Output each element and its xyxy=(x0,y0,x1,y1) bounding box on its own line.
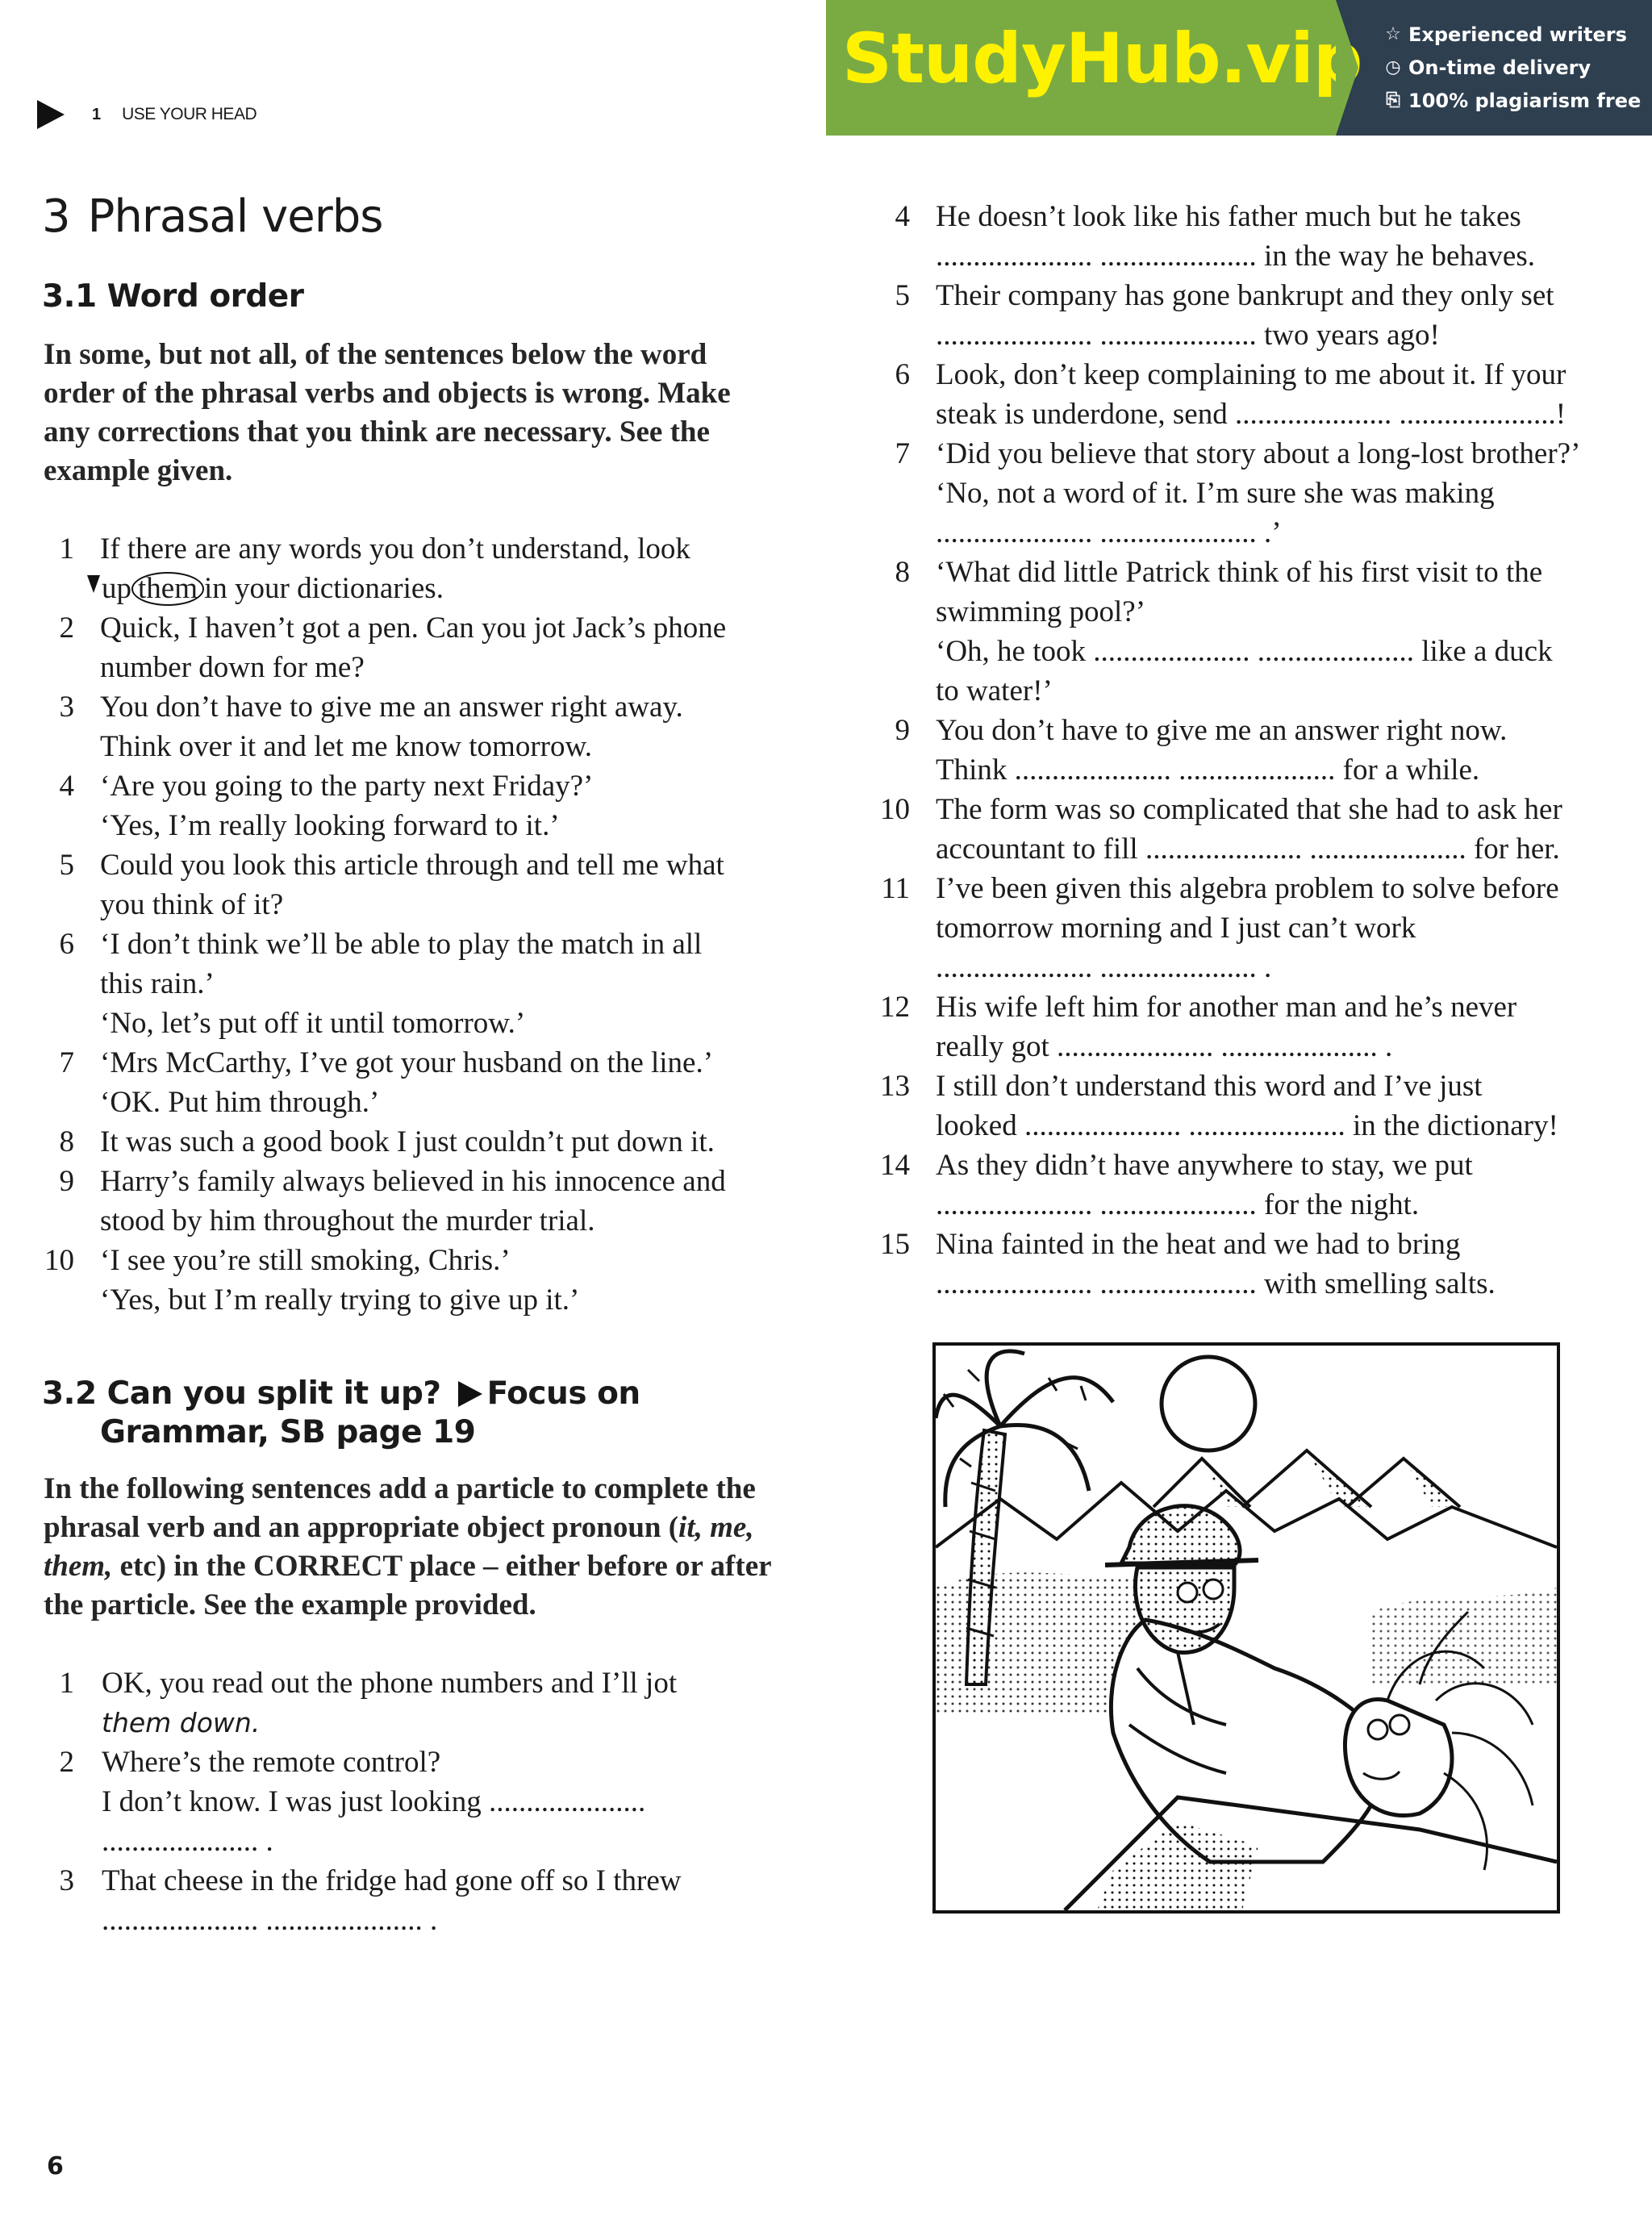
item-number: 9 xyxy=(895,714,910,747)
feature-label: On-time delivery xyxy=(1408,56,1592,79)
instruction-line: order of the phrasal verbs and objects is wrong. Make xyxy=(44,377,731,410)
feature-experienced-writers xyxy=(1383,18,1652,51)
list-item xyxy=(876,276,1626,355)
item-line: stood by him throughout the murder trial. xyxy=(100,1204,595,1237)
item-line: ‘Yes, I’m really looking forward to it.’ xyxy=(100,809,560,842)
item-text xyxy=(74,608,800,687)
item-number: 11 xyxy=(881,872,910,905)
item-line: I’ve been given this algebra problem to solve before xyxy=(936,872,1559,905)
explorer-carrying-fainted-woman-illustration xyxy=(936,1346,1557,1910)
instruction-line: example given. xyxy=(44,454,233,487)
banner-arrow xyxy=(1336,0,1358,136)
item-text xyxy=(74,1663,800,1742)
item-line: accountant to fill ..................... ..................... for her. xyxy=(936,833,1560,866)
item-number: 15 xyxy=(880,1228,910,1261)
list-item xyxy=(42,1122,800,1162)
item-text xyxy=(74,845,800,924)
item-text xyxy=(910,1066,1626,1146)
item-text xyxy=(74,766,800,845)
item-number: 12 xyxy=(880,991,910,1024)
heading-number: 3.2 xyxy=(42,1375,97,1412)
item-line: ‘Did you believe that story about a long-lost brother?’ xyxy=(936,437,1581,470)
item-line: It was such a good book I just couldn’t put down it. xyxy=(100,1125,715,1158)
list-item xyxy=(876,790,1626,869)
heading-title: Can you split it up? xyxy=(106,1375,441,1412)
item-text xyxy=(74,1241,800,1320)
item-number: 3 xyxy=(59,691,74,724)
item-text xyxy=(910,434,1626,553)
item-line: this rain.’ xyxy=(100,967,215,1000)
item-number: 10 xyxy=(880,793,910,826)
item-line: ‘No, not a word of it. I’m sure she was making xyxy=(936,477,1495,510)
exercise-3-1-instructions xyxy=(44,336,786,490)
instruction-line: the particle. See the example provided. xyxy=(44,1588,536,1621)
exercise-3-2-list-right xyxy=(876,197,1626,1304)
item-text xyxy=(74,1162,800,1241)
list-item xyxy=(42,924,800,1043)
list-item xyxy=(42,845,800,924)
item-line: ..................... ..................... for the night. xyxy=(936,1188,1420,1221)
feature-plagiarism-free xyxy=(1383,84,1652,117)
item-number: 9 xyxy=(59,1165,74,1198)
item-line: tomorrow morning and I just can’t work xyxy=(936,912,1416,945)
item-line: ..................... ..................... in the way he behaves. xyxy=(936,240,1535,273)
item-number: 13 xyxy=(880,1070,910,1103)
list-item xyxy=(876,553,1626,711)
item-text xyxy=(910,1225,1626,1304)
item-line: ‘I see you’re still smoking, Chris.’ xyxy=(100,1244,511,1277)
list-item xyxy=(42,687,800,766)
item-text xyxy=(74,1742,800,1861)
studyhub-logo: StudyHub.vip xyxy=(842,19,1362,99)
item-line: That cheese in the fridge had gone off so I threw xyxy=(102,1864,682,1897)
list-item xyxy=(876,711,1626,790)
list-item xyxy=(876,197,1626,276)
list-item xyxy=(876,869,1626,987)
item-text xyxy=(910,197,1626,276)
instruction-line: any corrections that you think are necessary. See the xyxy=(44,415,710,449)
chapter-number: 1 xyxy=(92,105,102,123)
item-line: swimming pool?’ xyxy=(936,595,1146,628)
item-text xyxy=(74,529,800,608)
instruction-line xyxy=(44,1509,802,1547)
list-item xyxy=(42,1162,800,1241)
item-text xyxy=(910,790,1626,869)
banner-features xyxy=(1336,0,1652,136)
star-icon: ☆ xyxy=(1385,24,1401,44)
item-number: 2 xyxy=(59,611,74,645)
feature-on-time-delivery xyxy=(1383,51,1652,84)
item-line: His wife left him for another man and he’s never xyxy=(936,991,1517,1024)
item-line: He doesn’t look like his father much but he takes xyxy=(936,200,1521,233)
item-text xyxy=(910,987,1626,1066)
item-line: ‘Are you going to the party next Friday?’ xyxy=(100,770,594,803)
example-answer: them down. xyxy=(102,1707,261,1738)
section-title xyxy=(42,190,382,243)
item-line: Think ..................... ..................... for a while. xyxy=(936,753,1480,787)
item-line: Nina fainted in the heat and we had to bring xyxy=(936,1228,1461,1261)
item-text xyxy=(910,553,1626,711)
item-text xyxy=(910,1146,1626,1225)
item-text xyxy=(910,869,1626,987)
item-number: 5 xyxy=(895,279,910,312)
item-line: ..................... ..................... two years ago! xyxy=(936,319,1440,352)
list-item xyxy=(876,1225,1626,1304)
item-line: OK, you read out the phone numbers and I’ll jot xyxy=(102,1667,678,1700)
item-line: steak is underdone, send ..................... .....................! xyxy=(936,398,1566,431)
exercise-3-2-instructions xyxy=(44,1470,802,1625)
item-text xyxy=(74,1861,800,1940)
instruction-line: In some, but not all, of the sentences below the word xyxy=(44,338,707,371)
item-line: Look, don’t keep complaining to me about it. If your xyxy=(936,358,1566,391)
focus-label: Focus on xyxy=(486,1375,640,1412)
clock-icon: ◷ xyxy=(1385,57,1401,77)
item-line: ‘OK. Put him through.’ xyxy=(100,1086,380,1119)
item-line: ‘Oh, he took ..................... ..................... like a duck xyxy=(936,635,1553,668)
item-number: 4 xyxy=(895,200,910,233)
item-line: ‘No, let’s put off it until tomorrow.’ xyxy=(100,1007,526,1040)
item-line: As they didn’t have anywhere to stay, we put xyxy=(936,1149,1473,1182)
item-line: I still don’t understand this word and I’ve just xyxy=(936,1070,1483,1103)
exercise-3-2-list-left xyxy=(42,1663,800,1940)
item-number: 6 xyxy=(895,358,910,391)
instruction-italic: them, xyxy=(44,1550,113,1583)
play-triangle-icon xyxy=(458,1381,482,1407)
item-number: 10 xyxy=(44,1244,74,1277)
sun-shape xyxy=(1162,1357,1255,1450)
item-number: 1 xyxy=(59,1667,74,1700)
instruction-italic: it, me, xyxy=(678,1511,754,1544)
running-head xyxy=(37,100,257,129)
item-line: Harry’s family always believed in his innocence and xyxy=(100,1165,726,1198)
item-number: 5 xyxy=(59,849,74,882)
list-item xyxy=(42,1043,800,1122)
instruction-line: In the following sentences add a particle to complete the xyxy=(44,1472,756,1505)
list-item xyxy=(42,529,800,608)
instruction-line xyxy=(44,1547,802,1586)
banner-logo-panel xyxy=(826,0,1362,136)
item-line: Could you look this article through and tell me what xyxy=(100,849,724,882)
item-line: really got ..................... ..................... . xyxy=(936,1030,1393,1063)
instruction-text: etc) in the CORRECT place – either before or after xyxy=(112,1550,772,1583)
item-line: Where’s the remote control? xyxy=(102,1746,441,1779)
circled-word-them: them xyxy=(131,572,204,606)
exercise-3-2-heading xyxy=(42,1375,640,1452)
item-line: If there are any words you don’t understand, look xyxy=(100,532,690,566)
document-check-icon: ⎘ xyxy=(1386,90,1400,111)
item-number: 8 xyxy=(895,556,910,589)
item-line: ..................... ..................... . xyxy=(936,951,1272,984)
item-line-corrected xyxy=(87,569,800,608)
word-up: up xyxy=(102,572,131,605)
item-line: to water!’ xyxy=(936,674,1053,707)
item-line: ‘What did little Patrick think of his first visit to the xyxy=(936,556,1543,589)
item-line: you think of it? xyxy=(100,888,284,921)
studyhub-banner[interactable] xyxy=(826,0,1652,136)
item-number: 7 xyxy=(895,437,910,470)
item-line: ‘Mrs McCarthy, I’ve got your husband on the line.’ xyxy=(100,1046,714,1079)
item-line: Quick, I haven’t got a pen. Can you jot Jack’s phone xyxy=(100,611,727,645)
section-label: USE YOUR HEAD xyxy=(122,105,257,123)
item-number: 2 xyxy=(59,1746,74,1779)
item-text xyxy=(74,924,800,1043)
item-text xyxy=(74,687,800,766)
heading-number: 3.1 xyxy=(42,278,97,315)
list-item xyxy=(876,987,1626,1066)
item-line: ..................... . xyxy=(102,1825,273,1858)
list-item xyxy=(42,1742,800,1861)
list-item xyxy=(876,355,1626,434)
item-line: ..................... ..................... with smelling salts. xyxy=(936,1267,1496,1300)
item-line: You don’t have to give me an answer right away. xyxy=(100,691,683,724)
play-triangle-icon xyxy=(37,100,65,129)
item-text xyxy=(74,1043,800,1122)
list-item xyxy=(876,1146,1626,1225)
item-line: Think over it and let me know tomorrow. xyxy=(100,730,593,763)
item-line: ..................... ..................... . xyxy=(102,1904,438,1937)
list-item xyxy=(42,608,800,687)
item-line: You don’t have to give me an answer right now. xyxy=(936,714,1508,747)
item-line: ‘Yes, but I’m really trying to give up it.’ xyxy=(100,1283,580,1317)
heading-reference: Grammar, SB page 19 xyxy=(100,1414,476,1450)
item-line: ..................... ..................... .’ xyxy=(936,516,1282,549)
insertion-caret-mark xyxy=(87,575,100,593)
section-number: 3 xyxy=(42,190,70,243)
item-number: 8 xyxy=(59,1125,74,1158)
item-number: 7 xyxy=(59,1046,74,1079)
feature-label: 100% plagiarism free xyxy=(1408,89,1642,112)
item-line: Their company has gone bankrupt and they only set xyxy=(936,279,1554,312)
item-line: The form was so complicated that she had to ask her xyxy=(936,793,1562,826)
item-number: 3 xyxy=(59,1864,74,1897)
item-number: 4 xyxy=(59,770,74,803)
item-number: 1 xyxy=(59,532,74,566)
item-text xyxy=(74,1122,800,1162)
page-number: 6 xyxy=(47,2152,64,2181)
feature-label: Experienced writers xyxy=(1408,23,1627,46)
item-text xyxy=(910,355,1626,434)
exercise-3-1-heading xyxy=(42,278,303,316)
section-title-text: Phrasal verbs xyxy=(87,190,383,243)
item-line: number down for me? xyxy=(100,651,365,684)
heading-title: Word order xyxy=(106,278,304,315)
item-line: I don’t know. I was just looking ..................... xyxy=(102,1785,646,1818)
list-item xyxy=(876,434,1626,553)
instruction-text: phrasal verb and an appropriate object pronoun ( xyxy=(44,1511,679,1544)
exercise-3-1-list xyxy=(42,529,800,1320)
cartoon-illustration xyxy=(932,1342,1560,1914)
item-line-rest: in your dictionaries. xyxy=(203,572,444,605)
item-number: 6 xyxy=(59,928,74,961)
list-item xyxy=(42,1861,800,1940)
list-item xyxy=(42,1241,800,1320)
list-item xyxy=(42,766,800,845)
item-text xyxy=(910,276,1626,355)
list-item xyxy=(876,1066,1626,1146)
item-number: 14 xyxy=(880,1149,910,1182)
item-line: ‘I don’t think we’ll be able to play the match in all xyxy=(100,928,703,961)
list-item xyxy=(42,1663,800,1742)
item-text xyxy=(910,711,1626,790)
item-line: looked ..................... ..................... in the dictionary! xyxy=(936,1109,1558,1142)
